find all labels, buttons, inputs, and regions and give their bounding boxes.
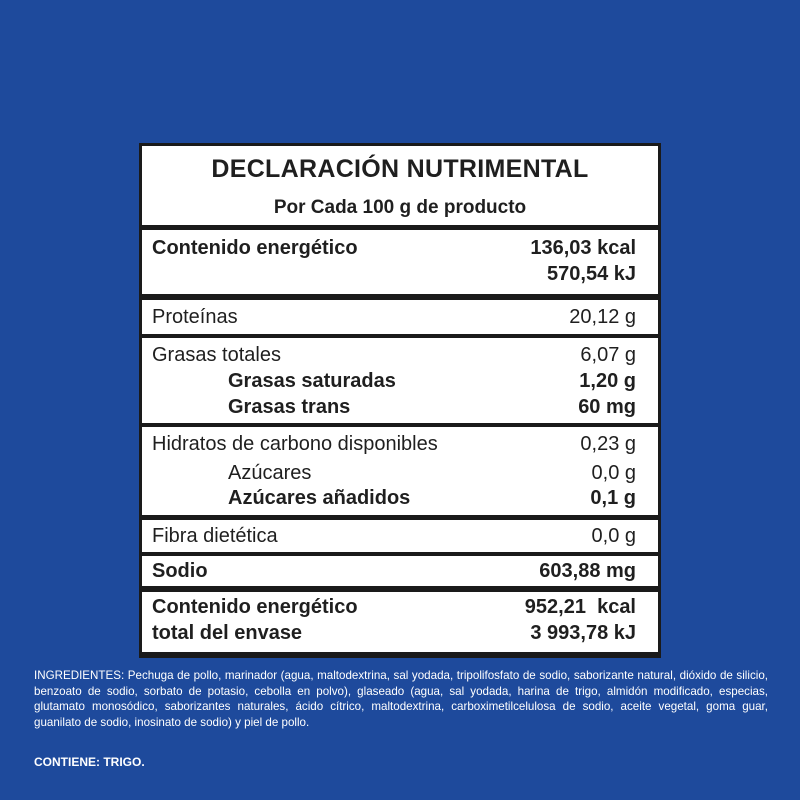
carbs-row — [152, 431, 636, 457]
fiber-label: Fibra dietética — [152, 525, 278, 547]
fiber-value: 0,0 g — [591, 525, 636, 547]
header-section — [142, 146, 658, 225]
added-sugars-row — [152, 485, 636, 511]
proteins-row — [152, 304, 636, 330]
fats-saturated-row — [152, 368, 636, 394]
sodium-label: Sodio — [152, 560, 208, 582]
package-energy-row-2 — [152, 620, 636, 646]
added-sugars-label: Azúcares añadidos — [228, 487, 411, 509]
package-energy-label-line1: Contenido energético — [152, 596, 358, 618]
package-energy-kcal: 952,21 kcal — [524, 596, 636, 618]
nutrition-facts-panel — [139, 143, 661, 658]
fats-total-label: Grasas totales — [152, 344, 281, 366]
package-energy-label-line2: total del envase — [152, 622, 303, 644]
label-subtitle: Por Cada 100 g de producto — [273, 197, 527, 218]
package-energy-row-1 — [152, 594, 636, 620]
fats-total-value: 6,07 g — [580, 344, 636, 366]
added-sugars-value: 0,1 g — [590, 487, 636, 509]
fiber-row — [152, 523, 636, 549]
package-energy-kj: 3 993,78 kJ — [530, 622, 636, 644]
package-energy-section — [142, 592, 658, 652]
allergen-notice: CONTIENE: TRIGO. — [34, 755, 145, 769]
proteins-section — [142, 300, 658, 334]
fats-trans-value: 60 mg — [578, 396, 636, 418]
carbs-section — [142, 427, 658, 515]
fats-trans-row — [152, 394, 636, 420]
fats-saturated-value: 1,20 g — [579, 370, 636, 392]
energy-kj-row — [152, 261, 636, 287]
fats-trans-label: Grasas trans — [228, 396, 351, 418]
sugars-label: Azúcares — [228, 462, 312, 484]
proteins-value: 20,12 g — [569, 306, 636, 328]
energy-kj: 570,54 kJ — [547, 263, 636, 285]
fiber-section — [142, 520, 658, 552]
label-title: DECLARACIÓN NUTRIMENTAL — [211, 155, 589, 183]
sodium-section — [142, 556, 658, 586]
sugars-value: 0,0 g — [591, 462, 636, 484]
sodium-row — [152, 558, 636, 584]
fats-saturated-label: Grasas saturadas — [228, 370, 396, 392]
energy-label: Contenido energético — [152, 237, 358, 259]
proteins-label: Proteínas — [152, 306, 238, 328]
sodium-value: 603,88 mg — [539, 560, 636, 582]
ingredients-text: INGREDIENTES: Pechuga de pollo, marinador (agua, maltodextrina, sal yodada, tripolifosfato de sodio, saborizante natural, dióxido de silicio, benzoato de sodio, sorbato de potasio, cebolla en polvo), glaseado (agua, sal yodada, harina de trigo, almidón modificado, especias, glutamato monosódico, saborizantes naturales, ácido cítrico, maltodextrina, carboximetilcelulosa de sodio, aceite vegetal, goma guar, guanilato de sodio, inosinato de sodio) y piel de pollo. — [34, 669, 768, 729]
energy-section — [142, 230, 658, 294]
carbs-value: 0,23 g — [580, 433, 636, 455]
carbs-label: Hidratos de carbono disponibles — [152, 433, 438, 455]
energy-row — [152, 235, 636, 261]
energy-kcal: 136,03 kcal — [530, 237, 636, 259]
fats-total-row — [152, 342, 636, 368]
sugars-row — [152, 460, 636, 486]
fats-section — [142, 338, 658, 423]
